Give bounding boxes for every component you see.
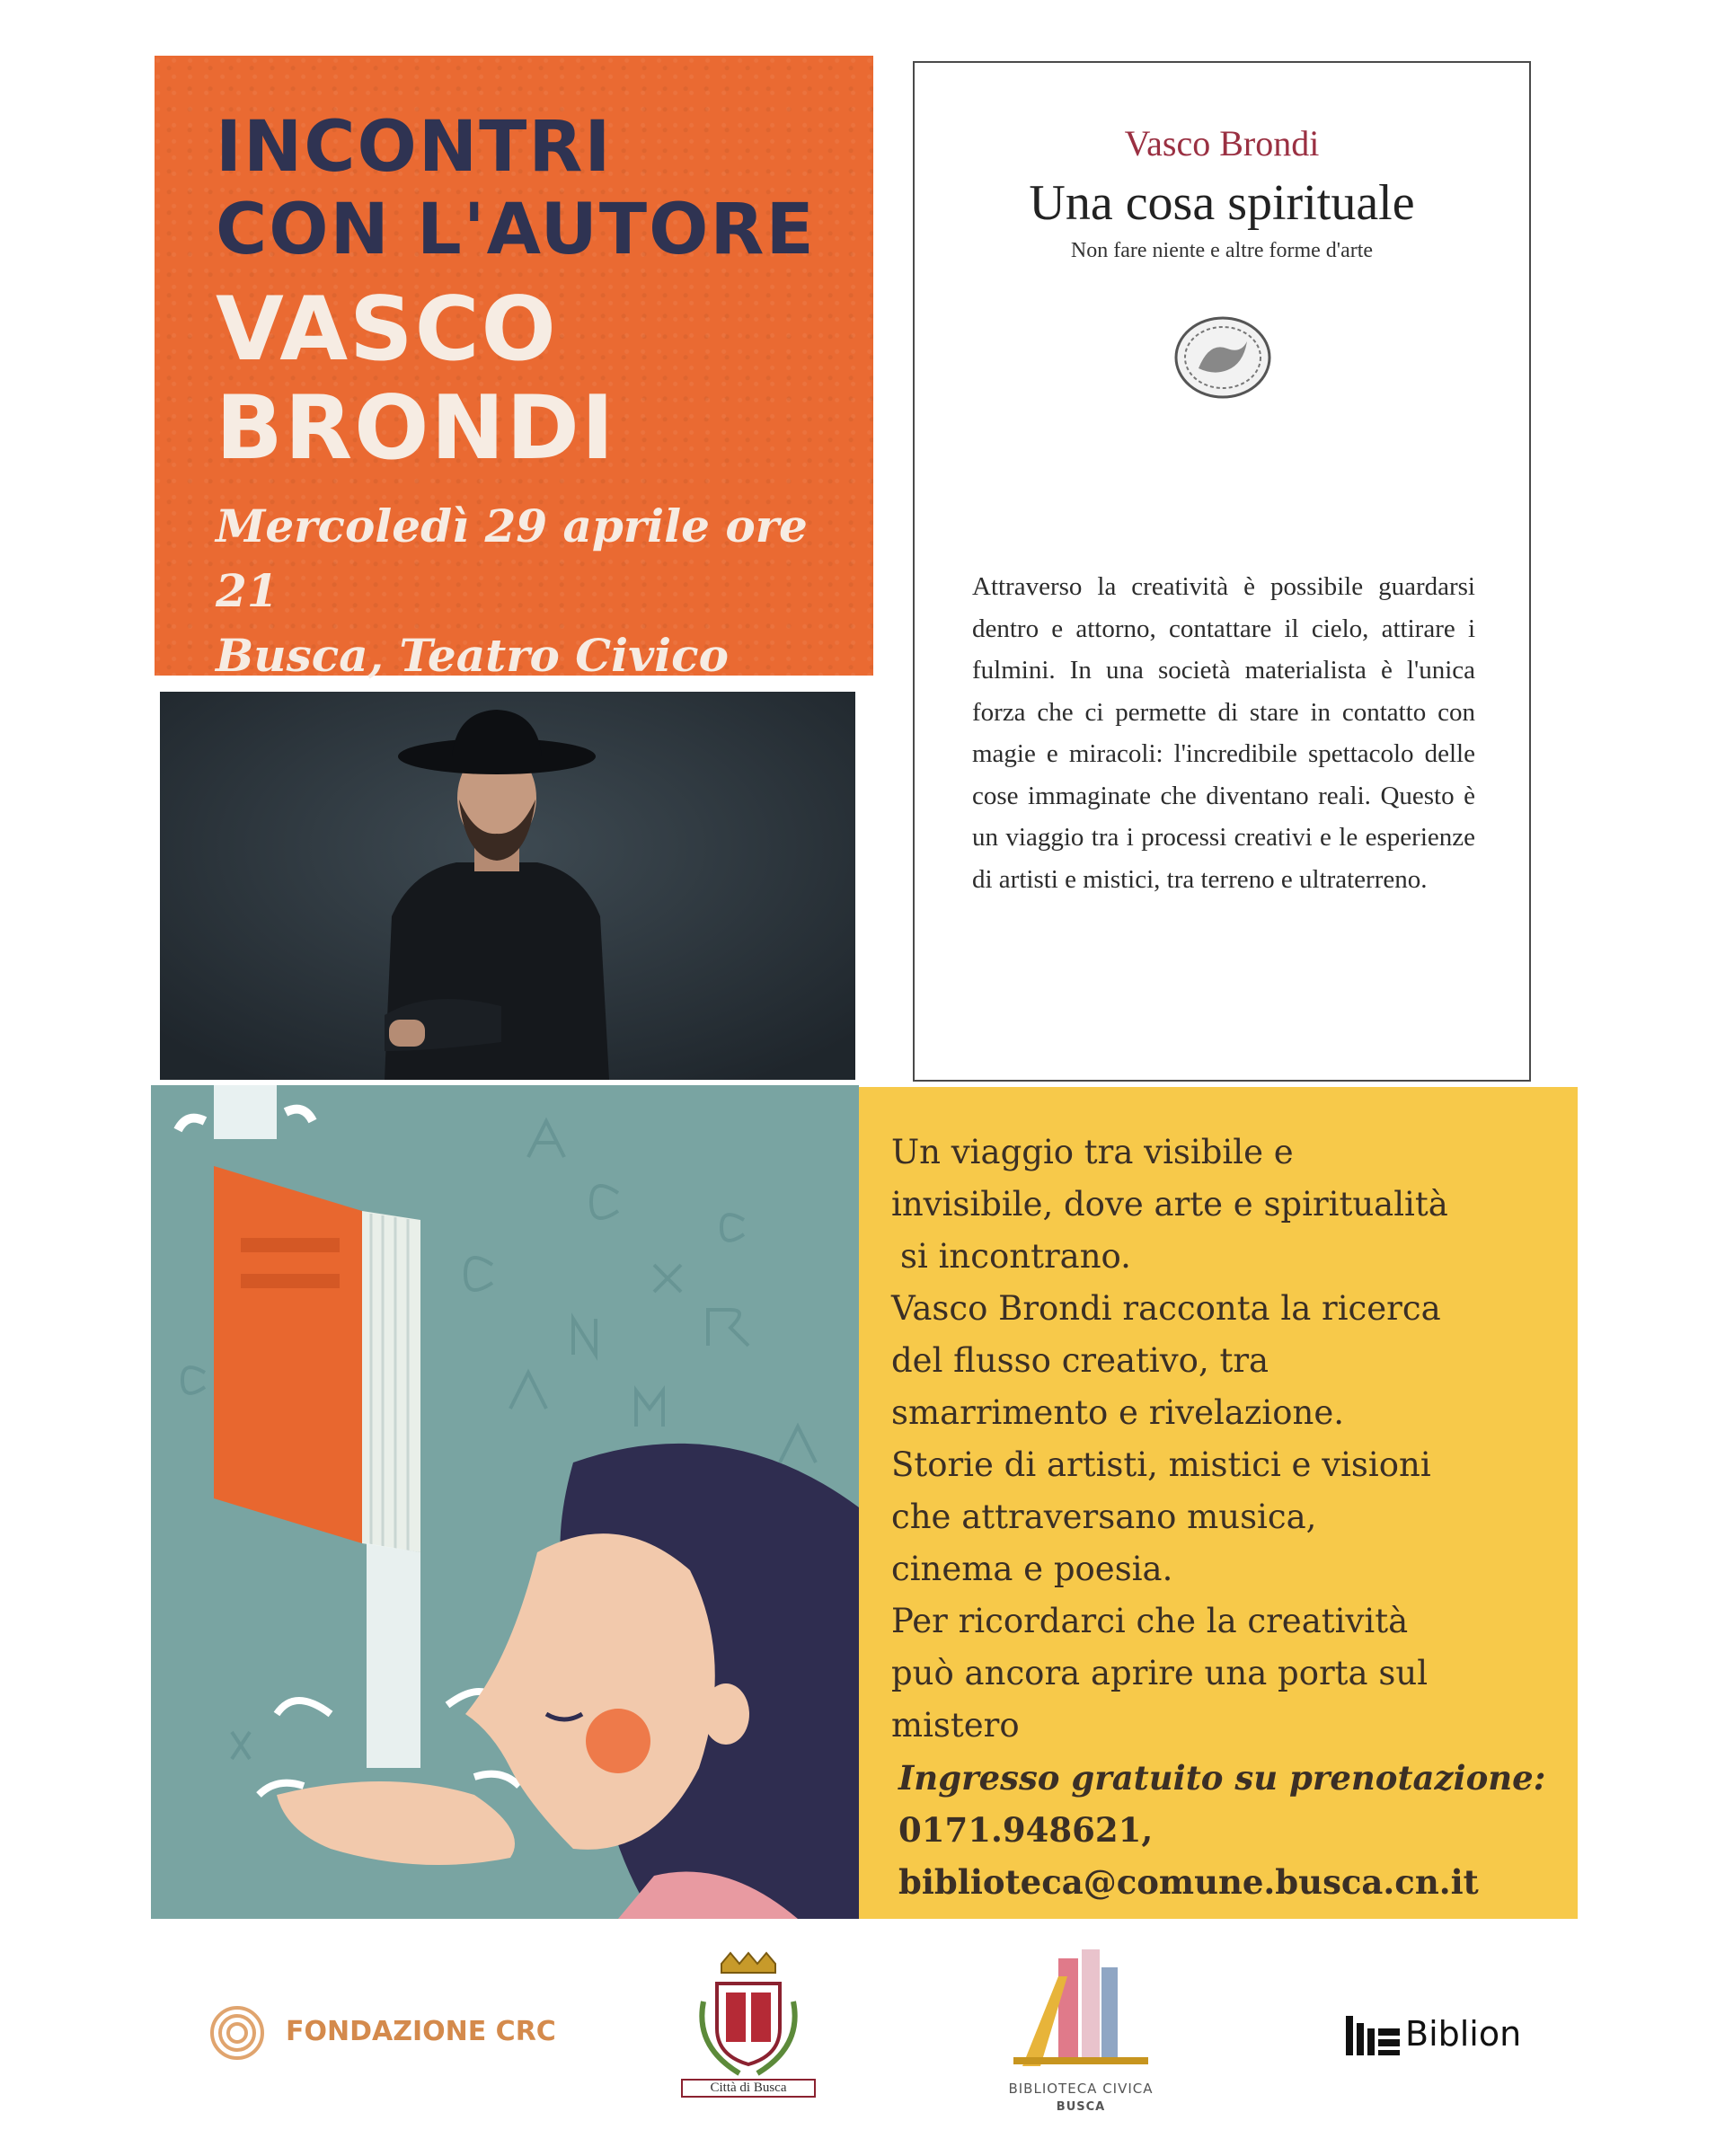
description-line: si incontrano. <box>900 1237 1131 1276</box>
biblioteca-civica-logo <box>995 1949 1166 2129</box>
description-line: del flusso creativo, tra <box>891 1341 1269 1380</box>
illustration-reader-drinking-from-book <box>151 1085 859 1919</box>
description-line: Un viaggio tra visibile e <box>891 1133 1294 1171</box>
book-title: Una cosa spirituale <box>1029 175 1415 231</box>
booking-email: biblioteca@comune.busca.cn.it <box>898 1862 1479 1902</box>
event-header-panel <box>155 56 873 682</box>
biblioteca-text-line2: BUSCA <box>1056 2100 1106 2114</box>
description-line: può ancora aprire una porta sul <box>891 1654 1429 1692</box>
description-panel <box>859 1087 1578 1919</box>
event-date: Mercoledì 29 aprile ore 21 <box>216 499 808 617</box>
citta-di-busca-logo <box>681 1948 816 2109</box>
crc-rings-icon <box>203 2001 275 2064</box>
biblion-bars-icon <box>1344 2007 1407 2061</box>
booking-phone: 0171.948621, <box>898 1810 1154 1850</box>
author-name-line2: BRONDI <box>216 377 616 480</box>
biblion-logo <box>1344 2003 1533 2066</box>
series-title-line1: INCONTRI <box>216 107 613 188</box>
author-name-line1: VASCO <box>216 278 558 381</box>
fondazione-crc-logo <box>203 2001 556 2064</box>
biblioteca-text-line1: BIBLIOTECA CIVICA <box>1008 2081 1154 2097</box>
author-photo <box>160 692 855 1080</box>
description-line: Storie di artisti, mistici e visioni <box>891 1445 1431 1484</box>
book-blurb: Attraverso la creatività è possibile guardarsi dentro e attorno, contattare il cielo, attirare i fulmini. In una società materialista è l'unica forza che ci permette di stare in contatto con magie e miracoli: l'incredibile spettacolo delle cose immaginate che diventano reali. Questo è un viaggio tra i processi creativi e le esperienze di artisti e mistici, tra terreno e ultraterreno. <box>972 572 1475 894</box>
book-author: Vasco Brondi <box>1124 123 1320 163</box>
book-subtitle: Non fare niente e altre forme d'arte <box>1070 239 1374 262</box>
description-line: invisibile, dove arte e spiritualità <box>891 1185 1448 1224</box>
series-title-line2: CON L'AUTORE <box>216 190 816 270</box>
description-line: che attraversano musica, <box>891 1498 1317 1536</box>
event-place: Busca, Teatro Civico <box>216 629 729 682</box>
book-cover <box>913 61 1531 1082</box>
description-line: Vasco Brondi racconta la ricerca <box>891 1289 1441 1328</box>
description-line: mistero <box>891 1706 1020 1745</box>
description-line: smarrimento e rivelazione. <box>891 1393 1345 1432</box>
busca-coat-of-arms-icon <box>681 1948 816 2082</box>
description-line: cinema e poesia. <box>891 1550 1173 1588</box>
publisher-emblem-icon <box>1173 314 1272 404</box>
fondazione-crc-text: FONDAZIONE CRC <box>286 2016 556 2047</box>
booking-label: Ingresso gratuito su prenotazione: <box>898 1758 1546 1798</box>
biblioteca-books-icon <box>995 1949 1166 2075</box>
description-line: Per ricordarci che la creatività <box>891 1602 1409 1640</box>
citta-di-busca-text: Città di Busca <box>681 2079 816 2098</box>
biblion-text: Biblion <box>1405 2014 1522 2054</box>
